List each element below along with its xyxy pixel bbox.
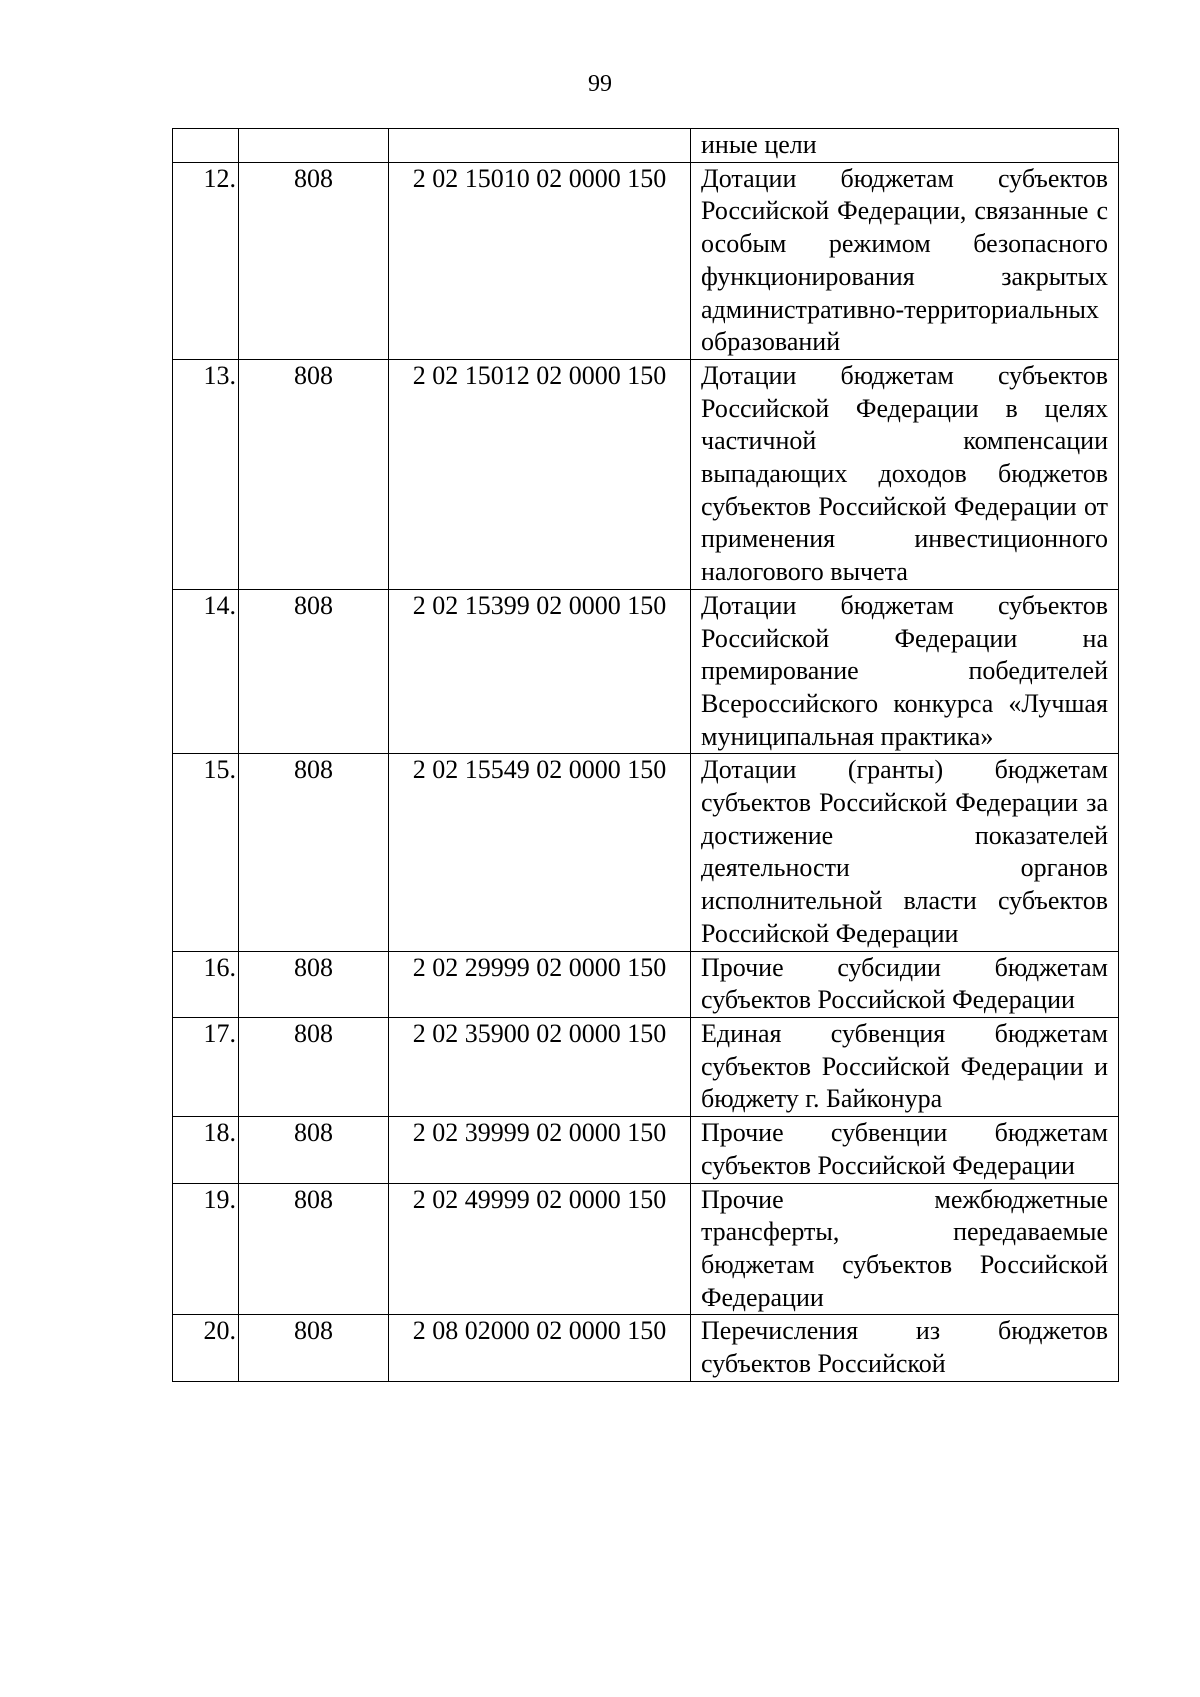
budget-code-cell: 2 02 29999 02 0000 150 — [389, 951, 691, 1017]
revenue-name-text: Дотации бюджетам субъектов Российской Федерации, связанные с особым режимом безопасного функционирования закрытых административно-территориальных образований — [701, 163, 1108, 357]
budget-code-cell: 2 02 49999 02 0000 150 — [389, 1183, 691, 1315]
budget-code-cell: 2 02 39999 02 0000 150 — [389, 1117, 691, 1183]
revenue-name-text: Дотации бюджетам субъектов Российской Федерации в целях частичной компенсации выпадающих доходов бюджетов субъектов Российской Федерации от применения инвестиционного налогового вычета — [701, 360, 1108, 587]
revenue-name-text: Прочие межбюджетные трансферты, передаваемые бюджетам субъектов Российской Федерации — [701, 1184, 1108, 1312]
revenue-name-cell — [691, 754, 1119, 951]
admin-code-cell: 808 — [239, 162, 389, 359]
table-row — [173, 1117, 1119, 1183]
admin-code-cell: 808 — [239, 1315, 389, 1381]
admin-code-cell: 808 — [239, 1017, 389, 1116]
page-number: 99 — [588, 71, 612, 97]
budget-code-cell: 2 02 15012 02 0000 150 — [389, 359, 691, 589]
budget-code-cell: 2 02 35900 02 0000 150 — [389, 1017, 691, 1116]
row-number-cell: 16. — [173, 951, 239, 1017]
admin-code-cell: 808 — [239, 589, 389, 754]
budget-revenue-table — [172, 128, 1119, 1382]
revenue-name-text: Единая субвенция бюджетам субъектов Российской Федерации и бюджету г. Байконура — [701, 1018, 1108, 1114]
revenue-name-text: иные цели — [701, 130, 817, 159]
table-row — [173, 1315, 1119, 1381]
table-row — [173, 951, 1119, 1017]
table-row — [173, 129, 1119, 163]
admin-code-cell: 808 — [239, 1183, 389, 1315]
revenue-name-cell — [691, 1017, 1119, 1116]
revenue-name-cell — [691, 359, 1119, 589]
revenue-name-cell — [691, 589, 1119, 754]
budget-code-cell: 2 08 02000 02 0000 150 — [389, 1315, 691, 1381]
row-number-cell — [173, 129, 239, 163]
row-number-cell: 12. — [173, 162, 239, 359]
row-number-cell: 20. — [173, 1315, 239, 1381]
table-row — [173, 359, 1119, 589]
revenue-name-text: Дотации бюджетам субъектов Российской Федерации на премирование победителей Всероссийского конкурса «Лучшая муниципальная практика» — [701, 590, 1108, 751]
revenue-name-text: Дотации (гранты) бюджетам субъектов Российской Федерации за достижение показателей деятельности органов исполнительной власти субъектов Российской Федерации — [701, 755, 1108, 948]
budget-code-cell: 2 02 15549 02 0000 150 — [389, 754, 691, 951]
row-number-cell: 18. — [173, 1117, 239, 1183]
revenue-name-cell — [691, 1315, 1119, 1381]
revenue-name-cell — [691, 162, 1119, 359]
revenue-name-cell — [691, 951, 1119, 1017]
budget-code-cell: 2 02 15399 02 0000 150 — [389, 589, 691, 754]
revenue-name-text: Перечисления из бюджетов субъектов Российской — [701, 1316, 1108, 1379]
table-row — [173, 1183, 1119, 1315]
table-row — [173, 1017, 1119, 1116]
table-row — [173, 162, 1119, 359]
budget-code-cell: 2 02 15010 02 0000 150 — [389, 162, 691, 359]
row-number-cell: 19. — [173, 1183, 239, 1315]
revenue-name-text: Прочие субвенции бюджетам субъектов Российской Федерации — [701, 1118, 1108, 1180]
revenue-name-cell — [691, 129, 1119, 163]
revenue-name-text: Прочие субсидии бюджетам субъектов Российской Федерации — [701, 952, 1108, 1015]
row-number-cell: 15. — [173, 754, 239, 951]
admin-code-cell: 808 — [239, 359, 389, 589]
table-row — [173, 754, 1119, 951]
row-number-cell: 13. — [173, 359, 239, 589]
admin-code-cell: 808 — [239, 754, 389, 951]
admin-code-cell: 808 — [239, 1117, 389, 1183]
row-number-cell: 14. — [173, 589, 239, 754]
budget-code-cell — [389, 129, 691, 163]
table-row — [173, 589, 1119, 754]
admin-code-cell: 808 — [239, 951, 389, 1017]
row-number-cell: 17. — [173, 1017, 239, 1116]
admin-code-cell — [239, 129, 389, 163]
revenue-name-cell — [691, 1183, 1119, 1315]
revenue-name-cell — [691, 1117, 1119, 1183]
